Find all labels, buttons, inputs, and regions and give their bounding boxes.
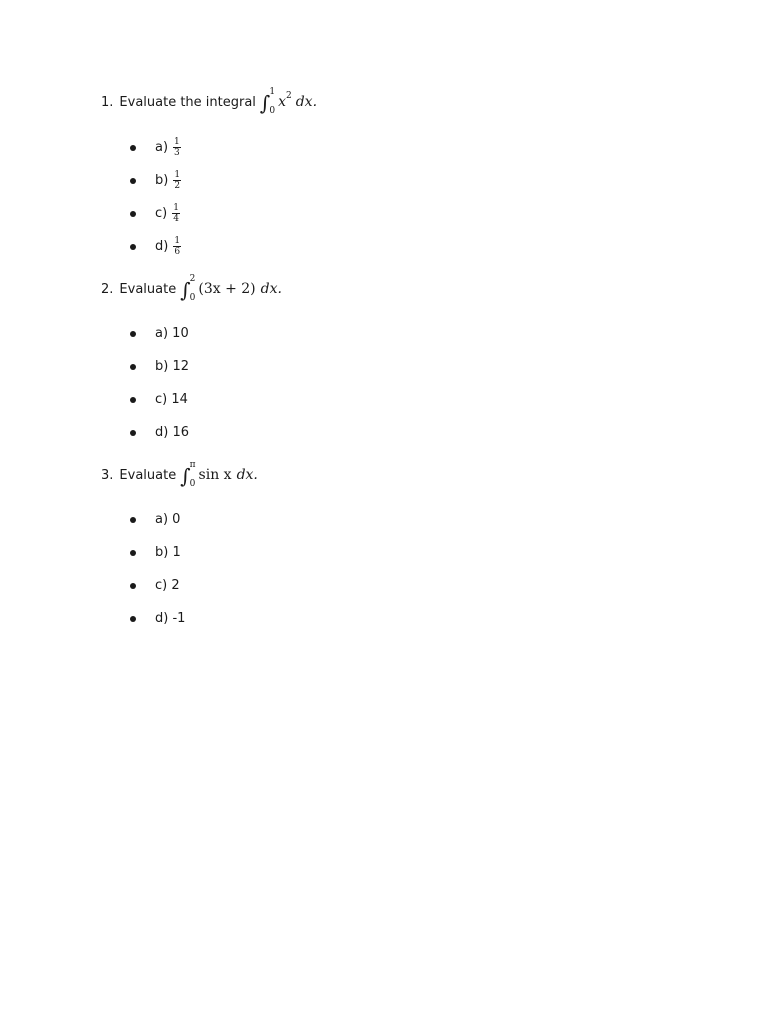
option-label: d) -1 — [155, 611, 186, 626]
differential: dx. — [260, 281, 282, 297]
bullet-icon — [130, 178, 136, 184]
option-d[interactable] — [130, 416, 189, 449]
integrand: (3x + 2) — [198, 281, 256, 297]
question-number: 2. — [101, 281, 114, 297]
integrand-power: 2 — [285, 91, 292, 101]
numerator: 1 — [174, 235, 181, 246]
option-label: a) — [155, 140, 169, 155]
upper-limit: 1 — [269, 87, 276, 97]
bullet-icon — [130, 145, 136, 151]
option-label: c) — [155, 206, 168, 221]
question-3 — [101, 460, 258, 489]
integral-sign: ∫ 1 0 — [259, 87, 276, 116]
numerator: 1 — [173, 202, 179, 213]
question-text: Evaluate — [119, 467, 177, 483]
lower-limit: 0 — [269, 106, 276, 116]
question-number: 3. — [101, 467, 114, 483]
denominator: 3 — [174, 147, 180, 158]
lower-limit: 0 — [189, 479, 196, 489]
option-label: a) 0 — [155, 512, 181, 527]
upper-limit: π — [189, 460, 196, 470]
bullet-icon — [130, 550, 136, 556]
integral-sign: ∫ π 0 — [180, 460, 196, 489]
option-b[interactable] — [130, 536, 185, 569]
fraction — [172, 204, 180, 224]
denominator: 4 — [173, 213, 179, 224]
options-list-2 — [130, 317, 189, 449]
option-label: b) 1 — [155, 545, 181, 560]
numerator: 1 — [174, 169, 181, 180]
bullet-icon — [130, 517, 136, 523]
option-b[interactable] — [130, 350, 189, 383]
integral-expression — [259, 87, 318, 116]
fraction — [173, 237, 181, 257]
option-a[interactable] — [130, 317, 189, 350]
option-a[interactable] — [130, 131, 181, 164]
question-1 — [101, 87, 318, 116]
option-a[interactable] — [130, 503, 185, 536]
option-label: d) 16 — [155, 425, 189, 440]
differential: dx. — [236, 467, 258, 483]
option-c[interactable] — [130, 383, 189, 416]
options-list-3 — [130, 503, 185, 635]
option-label: d) — [155, 239, 169, 254]
question-text: Evaluate the integral — [119, 94, 256, 110]
bullet-icon — [130, 430, 136, 436]
question-2 — [101, 274, 282, 303]
denominator: 6 — [174, 246, 181, 257]
option-label: c) 14 — [155, 392, 188, 407]
numerator: 1 — [174, 136, 180, 147]
option-label: b) — [155, 173, 169, 188]
options-list-1 — [130, 131, 181, 263]
integrand-variable: x — [278, 94, 286, 110]
option-d[interactable] — [130, 602, 185, 635]
differential: dx. — [295, 94, 318, 110]
integrand: sin x — [198, 467, 232, 483]
integral-expression — [180, 460, 258, 489]
fraction — [173, 138, 181, 158]
option-c[interactable] — [130, 197, 181, 230]
question-text: Evaluate — [119, 281, 177, 297]
bullet-icon — [130, 583, 136, 589]
upper-limit: 2 — [189, 274, 196, 284]
integral-expression — [180, 274, 282, 303]
bullet-icon — [130, 211, 136, 217]
bullet-icon — [130, 616, 136, 622]
option-d[interactable] — [130, 230, 181, 263]
bullet-icon — [130, 331, 136, 337]
option-label: b) 12 — [155, 359, 189, 374]
denominator: 2 — [174, 180, 181, 191]
option-label: c) 2 — [155, 578, 180, 593]
bullet-icon — [130, 397, 136, 403]
option-label: a) 10 — [155, 326, 189, 341]
option-c[interactable] — [130, 569, 185, 602]
option-b[interactable] — [130, 164, 181, 197]
fraction — [173, 171, 181, 191]
bullet-icon — [130, 244, 136, 250]
integral-sign: ∫ 2 0 — [180, 274, 196, 303]
question-number: 1. — [101, 94, 114, 110]
lower-limit: 0 — [189, 293, 196, 303]
bullet-icon — [130, 364, 136, 370]
